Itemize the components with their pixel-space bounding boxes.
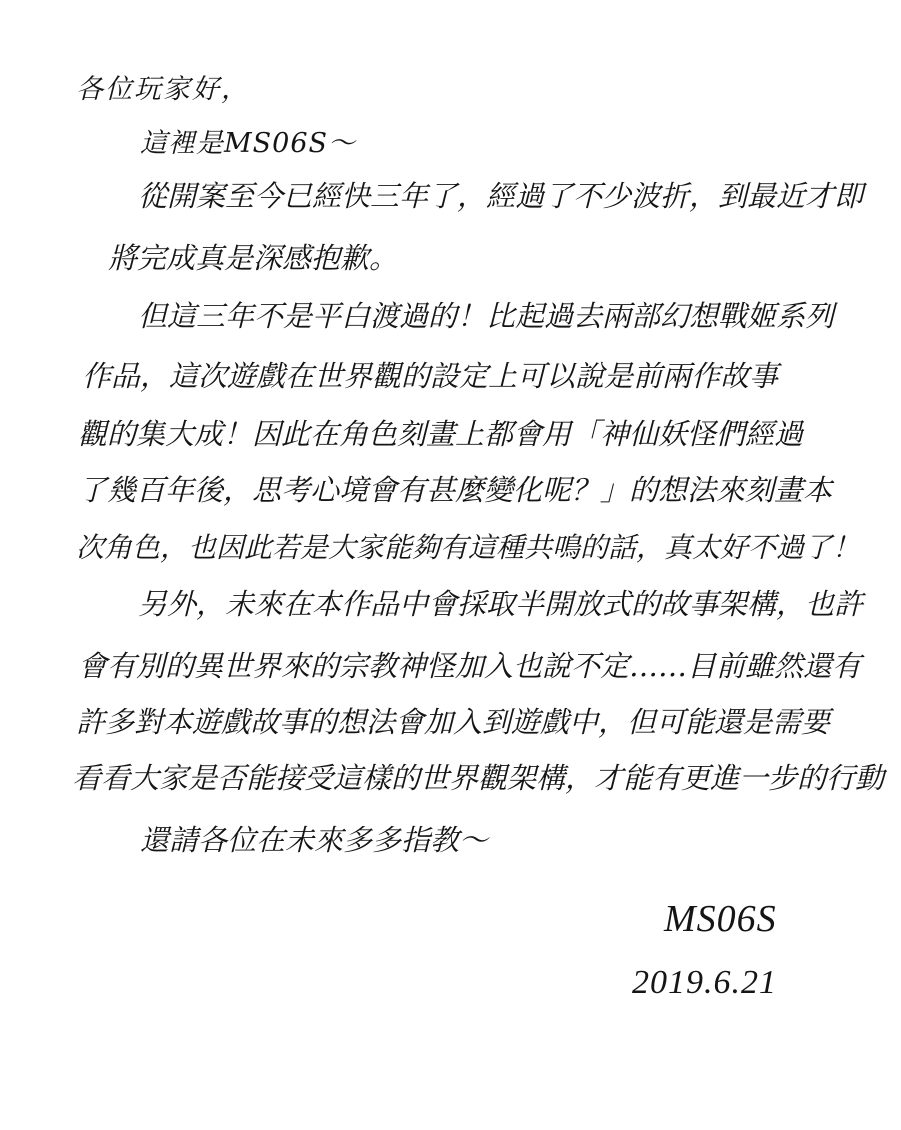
letter-line: 另外，未來在本作品中會採取半開放式的故事架構，也許	[138, 587, 864, 621]
signature: MS06S	[664, 898, 777, 940]
letter-line: 許多對本遊戲故事的想法會加入到遊戲中，但可能還是需要	[76, 705, 831, 739]
letter-line: 看看大家是否能接受這樣的世界觀架構，才能有更進一步的行動	[72, 761, 885, 795]
letter-line: 將完成真是深感抱歉。	[108, 241, 399, 275]
letter-line: 次角色，也因此若是大家能夠有這種共鳴的話，真太好不過了！	[76, 531, 861, 564]
letter-intro: 這裡是MS06S～	[140, 128, 356, 159]
letter-line: 但這三年不是平白渡過的！比起過去兩部幻想戰姬系列	[138, 299, 835, 333]
letter-line: 從開案至今已經快三年了，經過了不少波折，到最近才即	[138, 179, 864, 213]
letter-line: 觀的集大成！因此在角色刻畫上都會用「神仙妖怪們經過	[78, 417, 804, 451]
letter-date: 2019.6.21	[632, 964, 777, 1001]
letter-line: 作品，這次遊戲在世界觀的設定上可以說是前兩作故事	[82, 359, 779, 393]
letter-line: 會有別的異世界來的宗教神怪加入也說不定……目前雖然還有	[78, 649, 862, 683]
letter-greeting: 各位玩家好，	[76, 74, 250, 105]
letter-line: 了幾百年後，思考心境會有甚麼變化呢？」的想法來刻畫本	[78, 473, 833, 507]
letter-line: 還請各位在未來多多指教～	[140, 823, 489, 857]
